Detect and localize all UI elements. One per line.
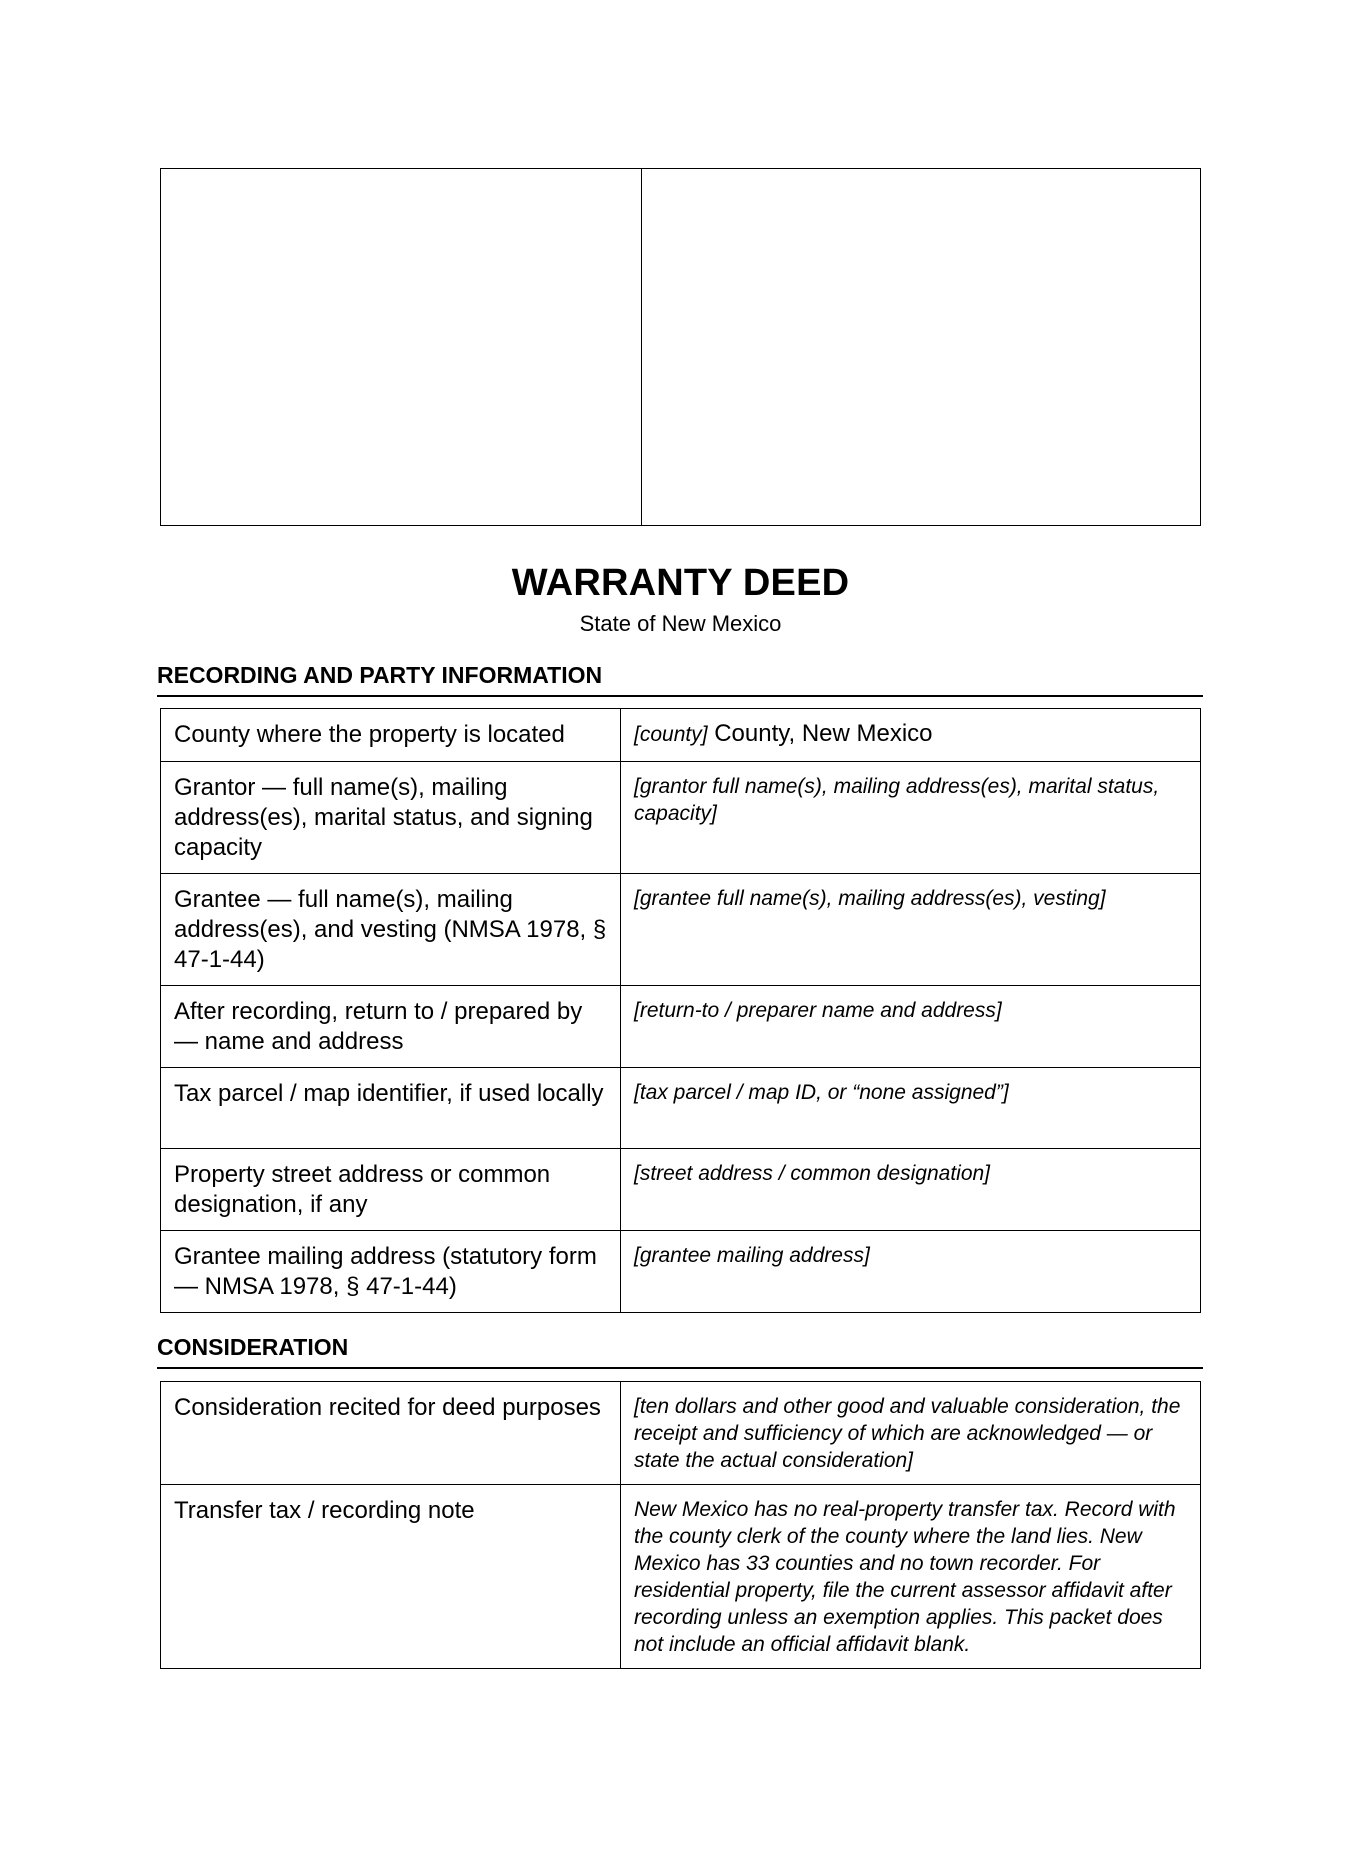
row-label: Property street address or common designation, if any <box>161 1149 621 1231</box>
row-value: [return-to / preparer name and address] <box>621 986 1201 1068</box>
table-row <box>161 1231 1201 1313</box>
table-row <box>161 709 1201 762</box>
table-row <box>161 1382 1201 1485</box>
row-label: Transfer tax / recording note <box>161 1485 621 1669</box>
row-label: Grantee — full name(s), mailing address(es), and vesting (NMSA 1978, § 47-1-44) <box>161 874 621 986</box>
row-label: Tax parcel / map identifier, if used locally <box>161 1068 621 1149</box>
row-value <box>621 709 1201 762</box>
recording-stamp-box <box>160 168 1201 526</box>
row-label: Grantor — full name(s), mailing address(es), marital status, and signing capacity <box>161 762 621 874</box>
table-row <box>161 874 1201 986</box>
table-row <box>161 1485 1201 1669</box>
table-row <box>161 1149 1201 1231</box>
county-placeholder: [county] <box>634 723 708 746</box>
row-value: [grantor full name(s), mailing address(es), marital status, capacity] <box>621 762 1201 874</box>
row-value: [ten dollars and other good and valuable consideration, the receipt and sufficiency of which are acknowledged — or state the actual consideration] <box>621 1382 1201 1485</box>
row-label: Consideration recited for deed purposes <box>161 1382 621 1485</box>
recording-box-left-cell <box>161 169 642 525</box>
recording-party-table <box>160 708 1201 1313</box>
table-row <box>161 762 1201 874</box>
document-title: WARRANTY DEED <box>511 562 850 604</box>
row-value: New Mexico has no real-property transfer tax. Record with the county clerk of the county where the land lies. New Mexico has 33 counties and no town recorder. For residential property, file the current assessor affidavit after recording unless an exemption applies. This packet does not include an official affidavit blank. <box>621 1485 1201 1669</box>
county-suffix: County, New Mexico <box>707 720 933 747</box>
consideration-table <box>160 1381 1201 1669</box>
row-value: [grantee full name(s), mailing address(es), vesting] <box>621 874 1201 986</box>
section-heading-consideration: CONSIDERATION <box>157 1334 1203 1369</box>
section-heading-recording: RECORDING AND PARTY INFORMATION <box>157 662 1203 697</box>
recording-box-right-cell <box>642 169 1200 525</box>
document-subtitle: State of New Mexico <box>579 611 782 636</box>
row-value: [street address / common designation] <box>621 1149 1201 1231</box>
row-label: Grantee mailing address (statutory form — NMSA 1978, § 47-1-44) <box>161 1231 621 1313</box>
row-label: After recording, return to / prepared by — name and address <box>161 986 621 1068</box>
title-block <box>160 560 1201 637</box>
table-row <box>161 1068 1201 1149</box>
table-row <box>161 986 1201 1068</box>
row-value: [grantee mailing address] <box>621 1231 1201 1313</box>
row-label: County where the property is located <box>161 709 621 762</box>
row-value: [tax parcel / map ID, or “none assigned”] <box>621 1068 1201 1149</box>
